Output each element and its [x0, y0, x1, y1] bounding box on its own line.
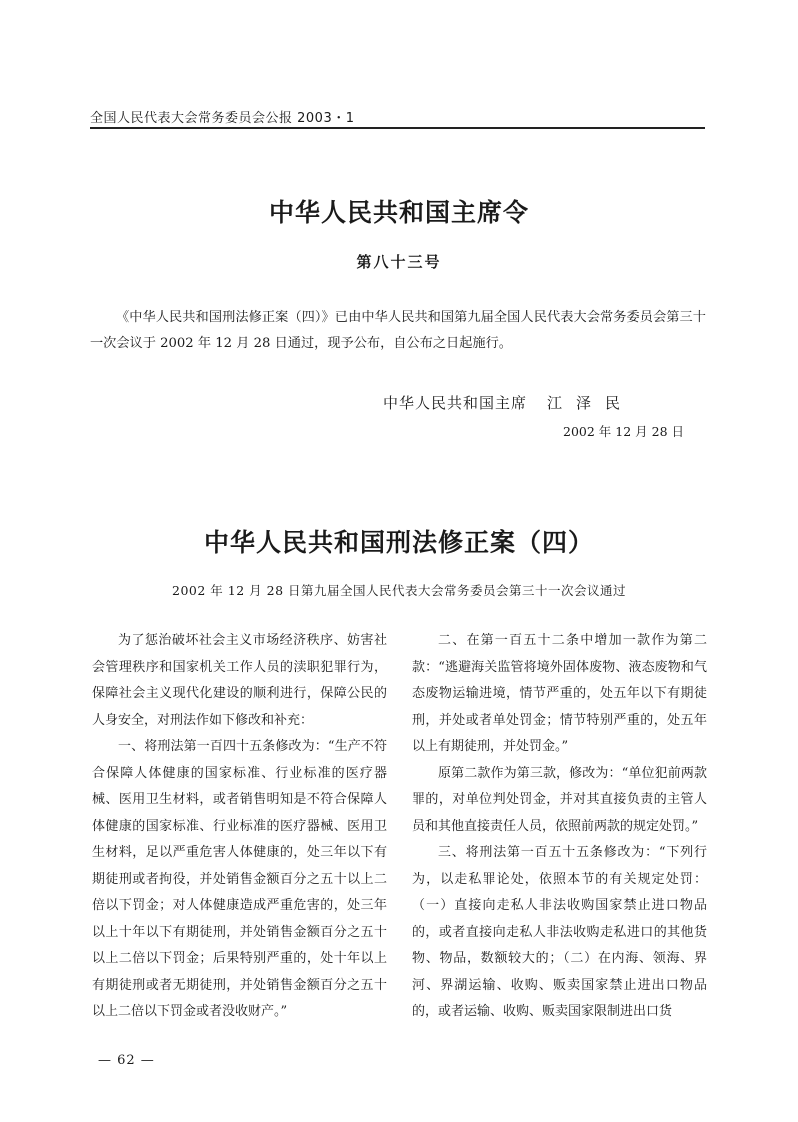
signatory-title: 中华人民共和国主席	[383, 394, 528, 412]
signature-line	[383, 392, 634, 413]
paragraph: 原第二款作为第三款，修改为：“单位犯前两款罪的，对单位判处罚金，并对其直接负责的主管人员和其他直接责任人员，依照前两款的规定处罚。”	[412, 765, 707, 834]
signatory-name: 江泽民	[547, 394, 635, 412]
decree-body: 《中华人民共和国刑法修正案（四）》已由中华人民共和国第九届全国人民代表大会常务委员会第三十一次会议于 2002 年 12 月 28 日通过，现予公布，自公布之日起施行。	[90, 310, 706, 351]
decree-number: 第八十三号	[356, 253, 442, 271]
page-number: — 62 —	[98, 1053, 155, 1068]
law-title: 中华人民共和国刑法修正案（四）	[203, 528, 594, 557]
paragraph: 一、将刑法第一百四十五条修改为：“生产不符合保障人体健康的国家标准、行业标准的医疗器械、医用卫生材料，或者销售明知是不符合保障人体健康的国家标准、行业标准的医疗器械、医用卫生材料，足以严重危害人体健康的，处三年以下有期徒刑或者拘役，并处销售金额百分之五十以上二倍以下罚金；对人体健康造成严重危害的，处三年以上十年以下有期徒刑，并处销售金额百分之五十以上二倍以下罚金；后果特别严重的，处十年以上有期徒刑或者无期徒刑，并处销售金额百分之五十以上二倍以下罚金或者没收财产。”	[92, 739, 387, 1019]
paragraph: 三、将刑法第一百五十五条修改为：“下列行为，以走私罪论处，依照本节的有关规定处罚：（一）直接向走私人非法收购国家禁止进口物品的，或者直接向走私人非法收购走私进口的其他货物、物品，数额较大的；（二）在内海、领海、界河、界湖运输、收购、贩卖国家禁止进出口物品的，或者运输、收购、贩卖国家限制进出口货	[412, 845, 707, 1019]
running-header: 全国人民代表大会常务委员会公报 2003・1	[90, 111, 355, 126]
paragraph: 二、在第一百五十二条中增加一款作为第二款：“逃避海关监管将境外固体废物、液态废物和气态废物运输进境，情节严重的，处五年以下有期徒刑，并处或者单处罚金；情节特别严重的，处五年以上有期徒刑，并处罚金。”	[412, 633, 707, 754]
decree-title: 中华人民共和国主席令	[268, 198, 529, 227]
paragraph: 为了惩治破坏社会主义市场经济秩序、妨害社会管理秩序和国家机关工作人员的渎职犯罪行为，保障社会主义现代化建设的顺利进行，保障公民的人身安全，对刑法作如下修改和补充：	[92, 633, 387, 728]
right-column	[412, 628, 707, 1026]
left-column	[92, 628, 387, 1026]
decree-date: 2002 年 12 月 28 日	[563, 424, 684, 439]
header-rule	[90, 127, 705, 129]
law-subtitle: 2002 年 12 月 28 日第九届全国人民代表大会常务委员会第三十一次会议通过	[172, 583, 626, 598]
